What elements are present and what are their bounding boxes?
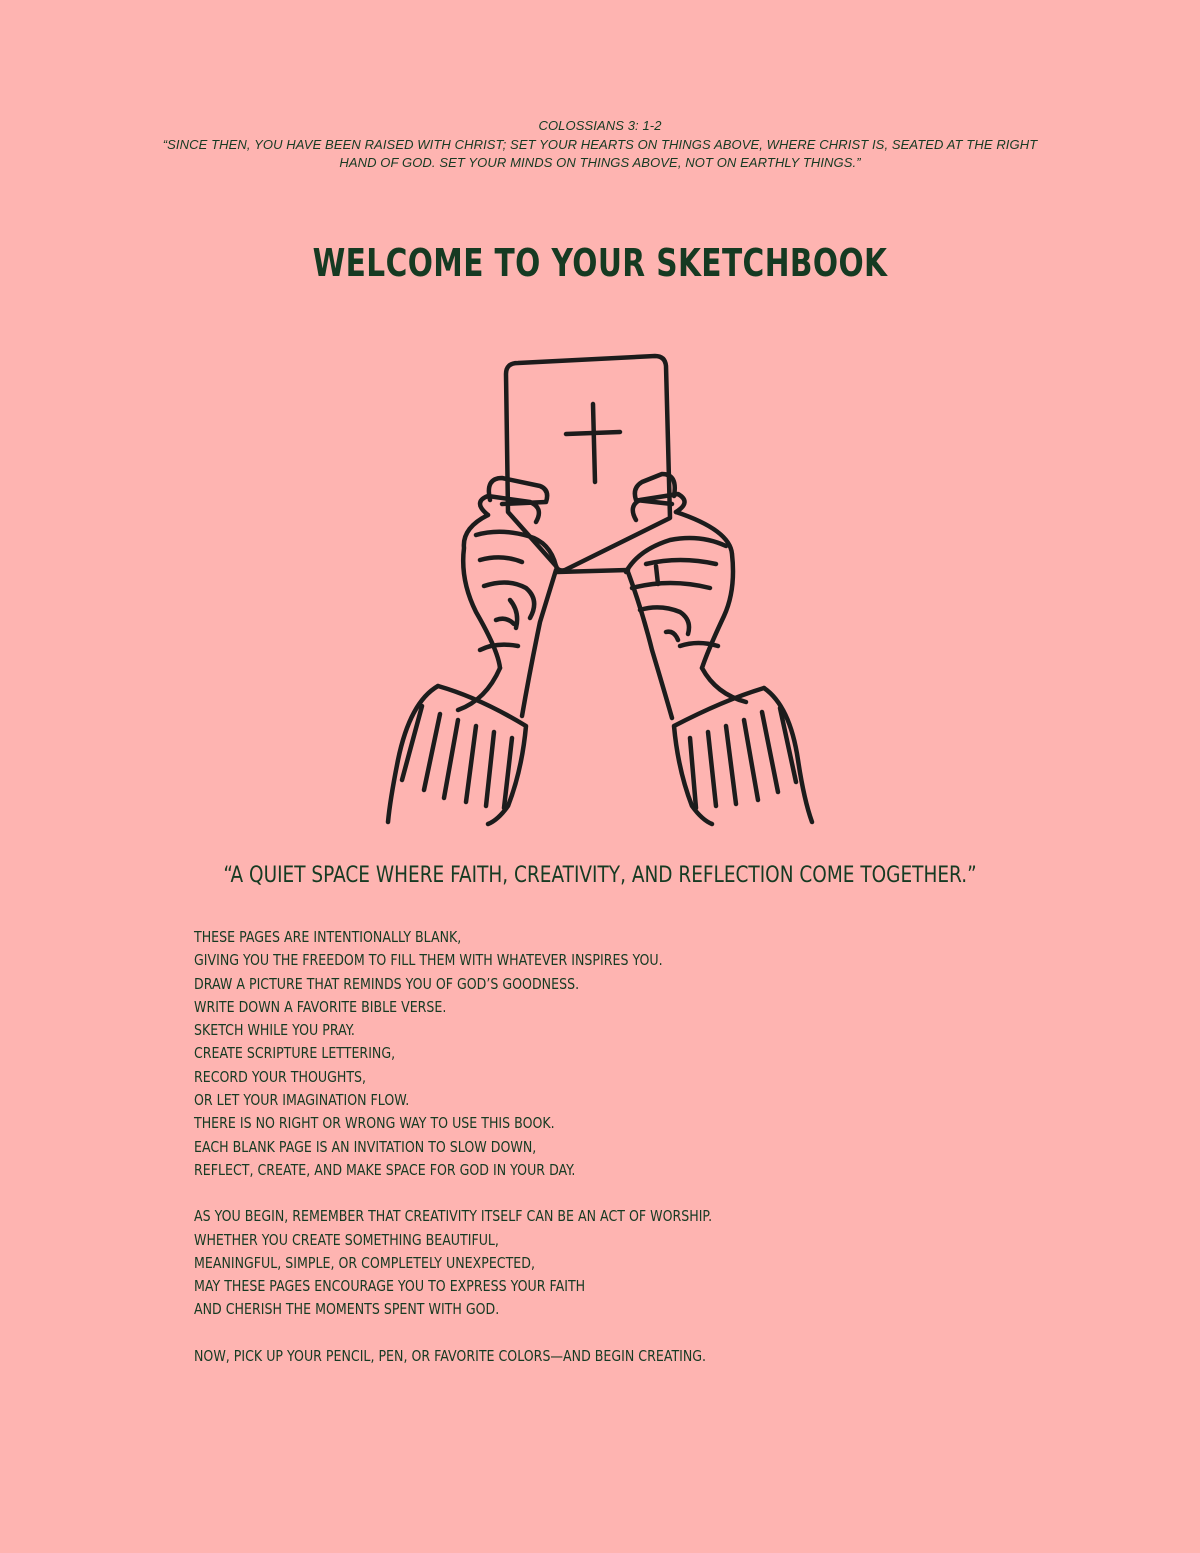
text-line: AND CHERISH THE MOMENTS SPENT WITH GOD. (194, 1300, 500, 1319)
verse-reference: COLOSSIANS 3: 1-2 (538, 118, 662, 133)
text-line: EACH BLANK PAGE IS AN INVITATION TO SLOW DOWN, (194, 1137, 537, 1156)
hands-holding-bible-icon (380, 350, 820, 830)
text-line: SKETCH WHILE YOU PRAY. (194, 1021, 355, 1040)
text-line: RECORD YOUR THOUGHTS, (194, 1067, 367, 1086)
paragraph-1 (194, 926, 883, 1182)
text-line: REFLECT, CREATE, AND MAKE SPACE FOR GOD IN YOUR DAY. (194, 1160, 576, 1179)
page-title: WELCOME TO YOUR SKETCHBOOK (312, 241, 888, 285)
tagline-quote: “A QUIET SPACE WHERE FAITH, CREATIVITY, AND REFLECTION COME TOGETHER.” (223, 863, 977, 888)
text-line: AS YOU BEGIN, REMEMBER THAT CREATIVITY ITSELF CAN BE AN ACT OF WORSHIP. (194, 1207, 713, 1226)
scripture-verse (150, 117, 1050, 173)
paragraph-2 (194, 1205, 883, 1321)
text-line: OR LET YOUR IMAGINATION FLOW. (194, 1091, 410, 1110)
text-line: MAY THESE PAGES ENCOURAGE YOU TO EXPRESS YOUR FAITH (194, 1277, 586, 1296)
text-line: CREATE SCRIPTURE LETTERING, (194, 1044, 396, 1063)
text-line: WRITE DOWN A FAVORITE BIBLE VERSE. (194, 997, 447, 1016)
text-line: WHETHER YOU CREATE SOMETHING BEAUTIFUL, (194, 1230, 499, 1249)
verse-text: “SINCE THEN, YOU HAVE BEEN RAISED WITH CHRIST; SET YOUR HEARTS ON THINGS ABOVE, WHERE CHRIST IS, SEATED AT THE RIGHT HAND OF GOD. SET YOUR MINDS ON THINGS ABOVE, NOT ON EARTHLY THINGS.” (162, 136, 1038, 170)
text-line: THESE PAGES ARE INTENTIONALLY BLANK, (194, 928, 462, 946)
text-line: MEANINGFUL, SIMPLE, OR COMPLETELY UNEXPECTED, (194, 1253, 535, 1272)
text-line: NOW, PICK UP YOUR PENCIL, PEN, OR FAVORITE COLORS—AND BEGIN CREATING. (194, 1346, 707, 1365)
text-line: GIVING YOU THE FREEDOM TO FILL THEM WITH WHATEVER INSPIRES YOU. (194, 951, 663, 970)
paragraph-3 (194, 1345, 883, 1368)
text-line: THERE IS NO RIGHT OR WRONG WAY TO USE THIS BOOK. (194, 1114, 555, 1133)
text-line: DRAW A PICTURE THAT REMINDS YOU OF GOD’S GOODNESS. (194, 974, 580, 993)
intro-body (194, 926, 883, 1391)
